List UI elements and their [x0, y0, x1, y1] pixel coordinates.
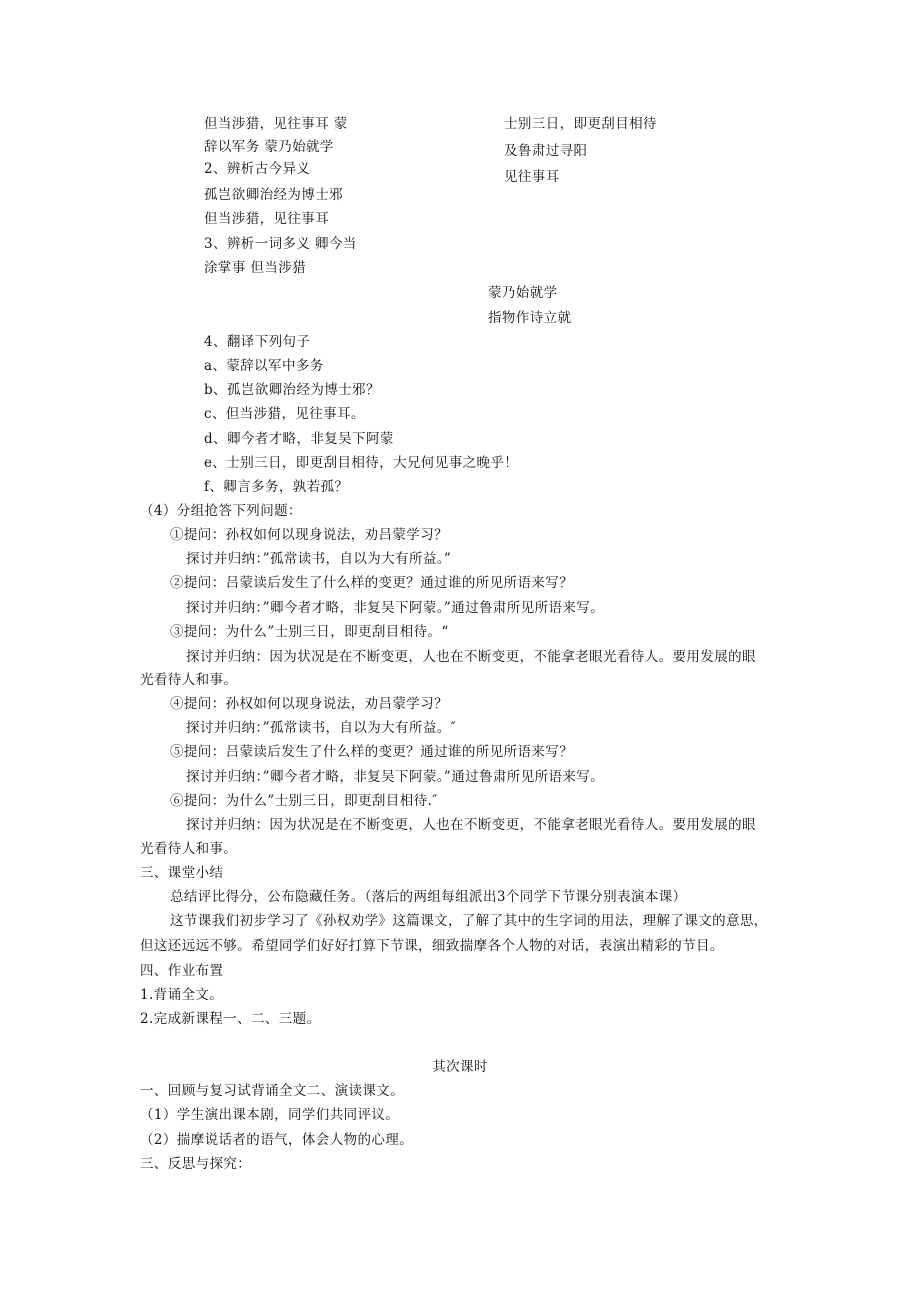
translate-item-f: f、卿言多务，孰若孤？: [204, 479, 349, 495]
homework-heading: 四、作业布置: [140, 963, 224, 979]
qa-answer-2: 探讨并归纳：”卿今者才略，非复吴下阿蒙。”通过鲁肃所见所语来写。: [186, 600, 605, 616]
qa-answer-4: 探讨并归纳：”孤常读书，自以为大有所益。″: [186, 720, 457, 736]
homework-item-2: 2.完成新课程一、二、三题。: [140, 1011, 321, 1027]
translate-item-b: b、孤岂欲卿治经为博士邪？: [204, 382, 380, 398]
qa-answer-5: 探讨并归纳：”卿今者才略，非复吴下阿蒙。”通过鲁肃所见所语来写。: [186, 769, 605, 785]
summary-paragraph-1: 总结评比得分，公布隐藏任务。（落后的两组每组派出3个同学下节课分别表演本课）: [170, 889, 687, 905]
second-lesson-line-2: （1）学生演出课本剧，同学们共同评议。: [140, 1107, 400, 1123]
qa-question-5: ⑤提问：吕蒙读后发生了什么样的变更？通过谁的所见所语来写？: [170, 744, 574, 760]
translate-title: 4、翻译下列句子: [204, 334, 311, 350]
left-line-2: 辞以军务 蒙乃始就学: [204, 139, 334, 155]
second-lesson-line-4: 三、反思与探究：: [140, 1156, 252, 1172]
right-line-2: 及鲁肃过寻阳: [504, 143, 588, 159]
right-line-1: 士别三日，即更刮目相待: [504, 116, 657, 132]
qa-answer-3-line-1: 探讨并归纳：因为状况是在不断变更，人也在不断变更，不能拿老眼光看待人。要用发展的眼: [186, 649, 756, 665]
qa-question-4: ④提问：孙权如何以现身说法，劝吕蒙学习？: [170, 696, 448, 712]
summary-heading: 三、课堂小结: [140, 865, 224, 881]
qa-answer-6-line-2: 光看待人和事。: [140, 841, 238, 857]
left-line-7: 涂掌事 但当涉猎: [204, 260, 306, 276]
translate-item-e: e、士别三日，即更刮目相待，大兄何见事之晚乎！: [204, 455, 519, 471]
homework-item-1: 1.背诵全文。: [140, 987, 224, 1003]
left-line-4: 孤岂欲卿治经为博士邪: [204, 187, 343, 203]
translate-item-c: c、但当涉猎，见往事耳。: [204, 406, 365, 422]
summary-paragraph-2-line-2: 但这还远远不够。希望同学们好好打算下节课，细致揣摩各个人物的对话，表演出精彩的节目。: [140, 938, 724, 954]
right-line-4: 蒙乃始就学: [488, 285, 558, 301]
left-line-3: 2、辨析古今异义: [204, 161, 311, 177]
qa-answer-6-line-1: 探讨并归纳：因为状况是在不断变更，人也在不断变更，不能拿老眼光看待人。要用发展的眼: [186, 817, 756, 833]
second-lesson-title: 其次课时: [432, 1059, 488, 1075]
translate-item-d: d、卿今者才略，非复吴下阿蒙: [204, 431, 394, 447]
qa-question-6: ⑥提问：为什么”士别三日，即更刮目相待.″: [170, 793, 438, 809]
qa-answer-1: 探讨并归纳：”孤常读书，自以为大有所益。”: [186, 551, 452, 567]
qa-question-3: ③提问：为什么”士别三日，即更刮目相待。“: [170, 624, 449, 640]
right-line-3: 见往事耳: [504, 169, 560, 185]
qa-title: （4）分组抢答下列问题：: [140, 503, 302, 519]
left-line-1: 但当涉猎，见往事耳 蒙: [204, 116, 348, 132]
qa-question-1: ①提问：孙权如何以现身说法，劝吕蒙学习？: [170, 527, 448, 543]
translate-item-a: a、蒙辞以军中多务: [204, 358, 324, 374]
second-lesson-line-1: 一、回顾与复习试背诵全文二、演读课文。: [140, 1083, 405, 1099]
qa-question-2: ②提问：吕蒙读后发生了什么样的变更？通过谁的所见所语来写？: [170, 575, 574, 591]
qa-answer-3-line-2: 光看待人和事。: [140, 672, 238, 688]
summary-paragraph-2-line-1: 这节课我们初步学习了《孙权劝学》这篇课文，了解了其中的生字词的用法，理解了课文的意思，: [170, 913, 768, 929]
second-lesson-line-3: （2）揣摩说话者的语气，体会人物的心理。: [140, 1132, 414, 1148]
left-line-5: 但当涉猎，见往事耳: [204, 211, 330, 227]
right-line-5: 指物作诗立就: [488, 310, 572, 326]
left-line-6: 3、辨析一词多义 卿今当: [204, 236, 357, 252]
